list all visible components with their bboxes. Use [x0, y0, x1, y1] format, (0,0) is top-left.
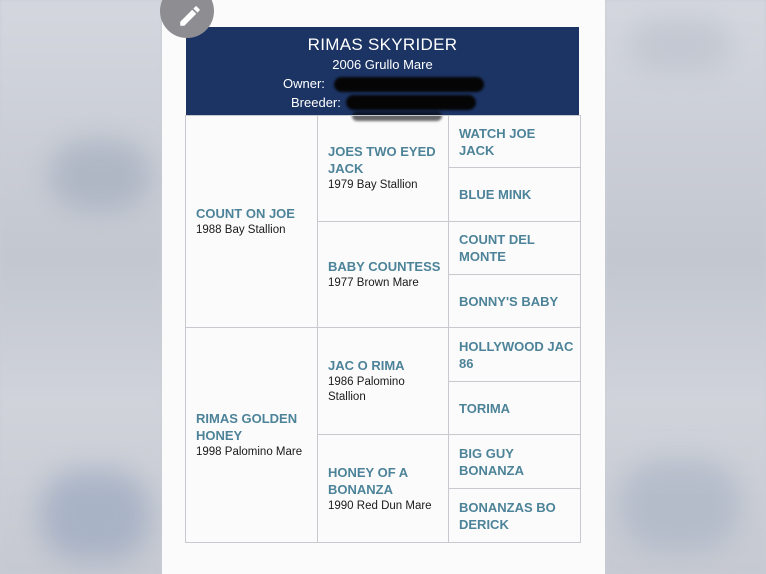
sire-dam-cell — [318, 222, 449, 328]
dam-sire-name: JAC O RIMA — [328, 357, 405, 373]
great-grandparent-cell — [449, 222, 580, 275]
dam-sire-info: 1986 Palomino Stallion — [328, 375, 405, 403]
dam-dam-info: 1990 Red Dun Mare — [328, 499, 432, 512]
great-grandparent-cell — [449, 382, 580, 435]
dam-info: 1998 Palomino Mare — [196, 446, 303, 459]
sire-sire-name: JOES TWO EYED JACK — [328, 144, 436, 177]
great-grandparent-cell — [449, 328, 580, 382]
sire-info: 1988 Bay Stallion — [196, 223, 286, 236]
breeder-label: Breeder: — [291, 95, 341, 110]
great-grandparent-cell — [449, 275, 580, 328]
pencil-icon — [177, 3, 203, 34]
pedigree-grid — [185, 115, 581, 543]
great-grandparent-cell — [449, 489, 580, 543]
great-grandparent-name: TORIMA — [459, 400, 511, 416]
sire-dam-name: BABY COUNTESS — [328, 258, 441, 274]
horse-details: 2006 Grullo Mare — [332, 57, 433, 72]
great-grandparent-name: BONNY'S BABY — [459, 293, 559, 309]
dam-dam-name: HONEY OF A BONANZA — [328, 464, 408, 497]
dam-cell — [186, 328, 318, 543]
horse-name: RIMAS SKYRIDER — [307, 35, 458, 54]
owner-label: Owner: — [283, 76, 325, 91]
sire-dam-info: 1977 Brown Mare — [328, 276, 419, 289]
sire-cell — [186, 116, 318, 328]
great-grandparent-name: BIG GUY BONANZA — [459, 445, 524, 478]
sire-sire-info: 1979 Bay Stallion — [328, 179, 418, 192]
great-grandparent-cell — [449, 435, 580, 489]
sire-name: COUNT ON JOE — [196, 205, 295, 221]
great-grandparent-cell — [449, 168, 580, 222]
background-blur-shape — [630, 20, 730, 70]
owner-redaction — [334, 77, 484, 92]
background-blur-shape — [620, 460, 740, 550]
great-grandparent-name: BONANZAS BO DERICK — [459, 500, 556, 532]
great-grandparent-name: WATCH JOE JACK — [459, 125, 536, 158]
breeder-redaction — [346, 95, 476, 110]
great-grandparent-name: BLUE MINK — [459, 187, 532, 202]
great-grandparent-name: HOLLYWOOD JAC 86 — [459, 338, 574, 371]
dam-sire-cell — [318, 328, 449, 435]
dam-name: RIMAS GOLDEN HONEY — [196, 411, 298, 444]
dam-dam-cell — [318, 435, 449, 543]
background-blur-shape — [40, 470, 150, 560]
background-blur-shape — [50, 140, 150, 210]
great-grandparent-cell — [449, 116, 580, 168]
sire-sire-cell — [318, 116, 449, 222]
great-grandparent-name: COUNT DEL MONTE — [459, 232, 535, 264]
